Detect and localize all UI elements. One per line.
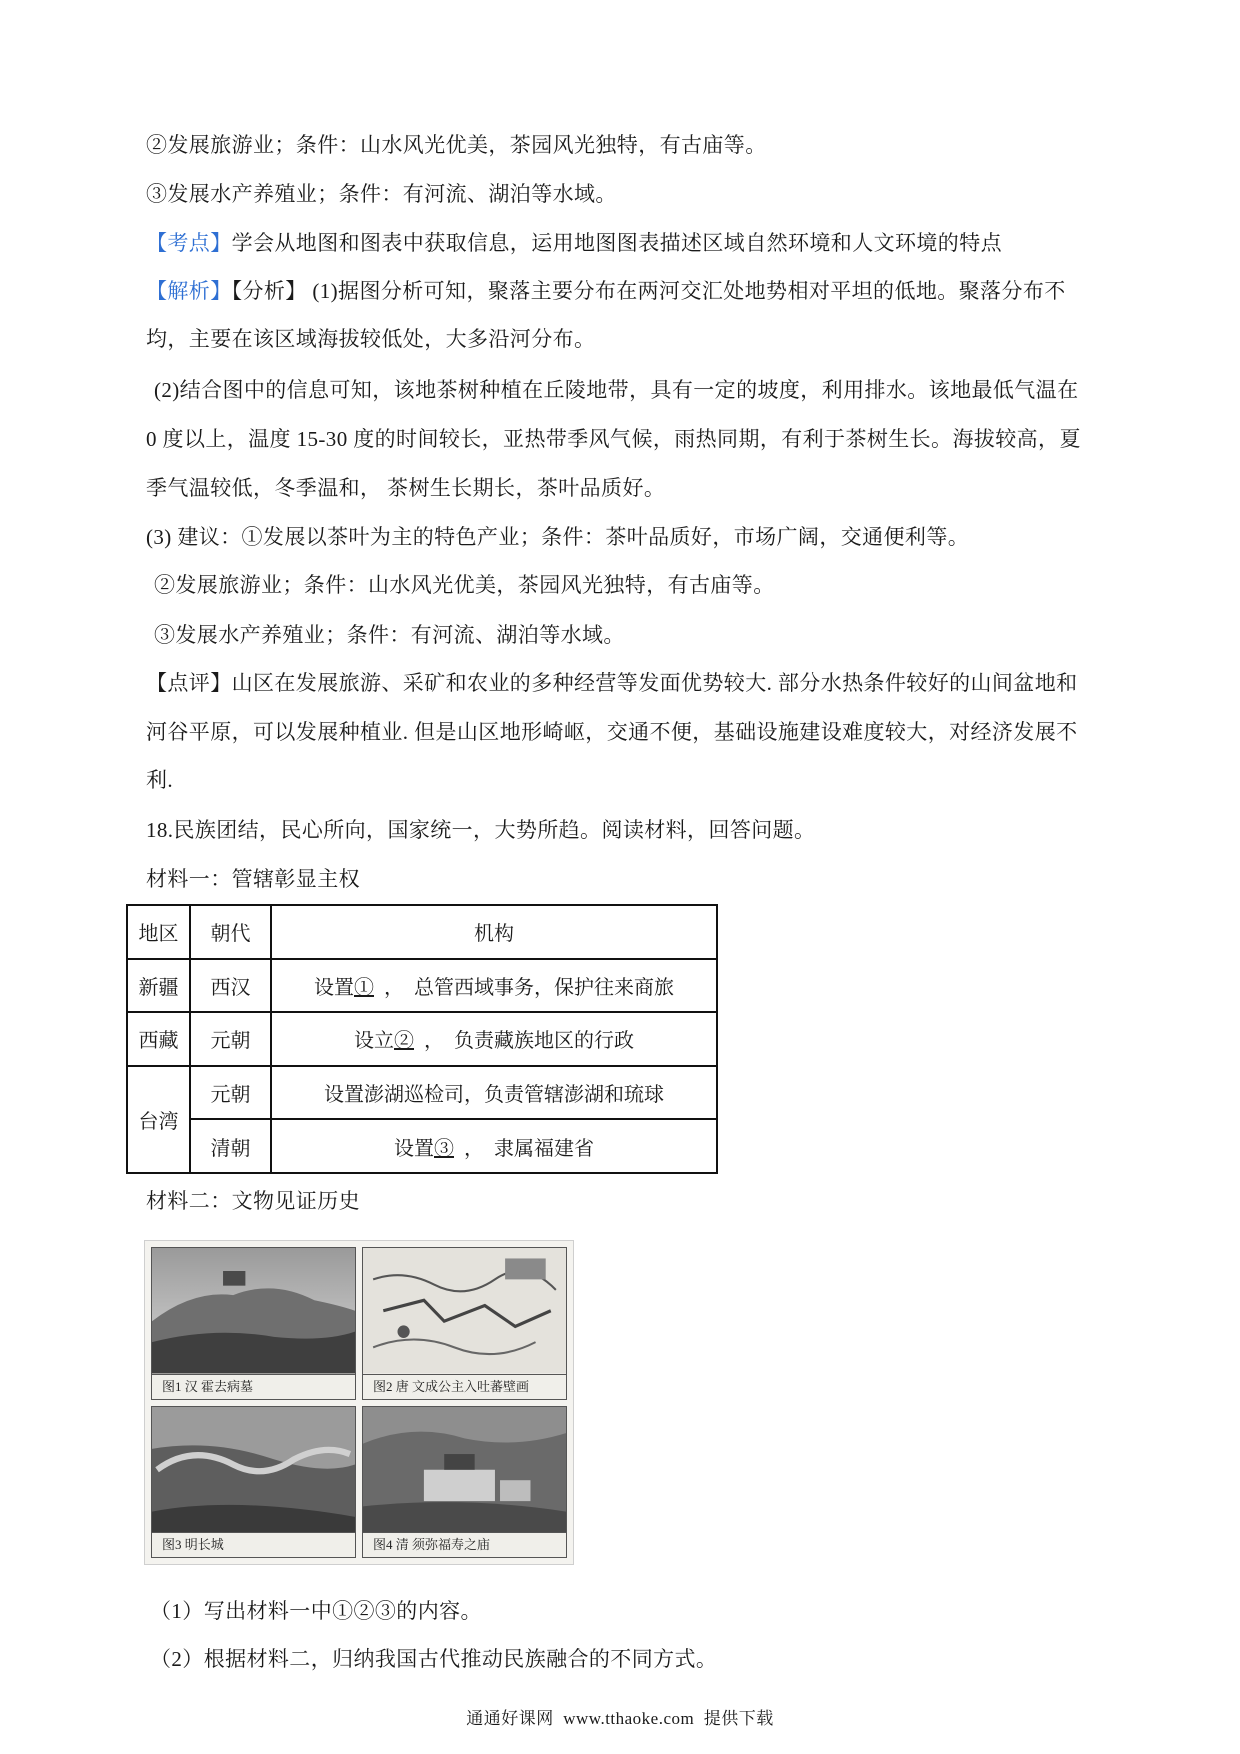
blank-marker: ①	[354, 976, 374, 999]
figure-3	[151, 1406, 356, 1559]
dianping-line: 【点评】山区在发展旅游、采矿和农业的多种经营等发面优势较大. 部分水热条件较好的山间盆地和	[146, 671, 1078, 695]
jurisdiction-table	[126, 904, 718, 1174]
dynasty-cell: 元朝	[190, 1066, 271, 1120]
region-cell: 新疆	[127, 959, 190, 1013]
jiexi-line: 0 度以上，温度 15-30 度的时间较长，亚热带季风气候，雨热同期，有利于茶树生长。海拔较高，夏	[146, 427, 1081, 451]
table-header: 朝代	[190, 905, 271, 959]
jiexi-line: (2)结合图中的信息可知，该地茶树种植在丘陵地带，具有一定的坡度，利用排水。该地最低气温在	[154, 378, 1079, 402]
table-row	[127, 1066, 717, 1120]
dynasty-cell: 西汉	[190, 959, 271, 1013]
jiexi-line: ③发展水产养殖业；条件：有河流、湖泊等水域。	[154, 623, 625, 647]
answer-item-2: ②发展旅游业；条件：山水风光优美，茶园风光独特，有古庙等。	[146, 133, 767, 157]
jiexi-line: 均，主要在该区域海拔较低处，大多沿河分布。	[146, 327, 596, 351]
jiexi-line-1	[146, 279, 1066, 303]
tomb-photo-icon	[151, 1247, 356, 1375]
jiexi-line: 季气温较低，冬季温和， 茶树生长期长，茶叶品质好。	[146, 476, 666, 500]
material-2-title: 材料二：文物见证历史	[146, 1189, 360, 1213]
figure-2	[362, 1247, 567, 1400]
institution-post: ， 负责藏族地区的行政	[414, 1030, 634, 1053]
mural-photo-icon	[362, 1247, 567, 1375]
institution-cell	[271, 1119, 717, 1173]
institution-cell	[271, 959, 717, 1013]
dynasty-cell: 清朝	[190, 1119, 271, 1173]
page-footer: 通通好课网 www.tthaoke.com 提供下载	[466, 1709, 774, 1728]
dianping-line: 河谷平原，可以发展种植业. 但是山区地形崎岖，交通不便，基础设施建设难度较大，对经济发展不	[146, 720, 1078, 744]
temple-photo-icon	[362, 1406, 567, 1534]
material-1-title: 材料一：管辖彰显主权	[146, 867, 360, 891]
figure-caption: 图4 清 须弥福寿之庙	[362, 1533, 567, 1558]
jiexi-line: ②发展旅游业；条件：山水风光优美，茶园风光独特，有古庙等。	[154, 573, 775, 597]
dianping-line: 利.	[146, 768, 174, 792]
question-18-stem: 18.民族团结，民心所向，国家统一，大势所趋。阅读材料，回答问题。	[146, 818, 816, 842]
jiexi-line: (3) 建议：①发展以茶叶为主的特色产业；条件：茶叶品质好，市场广阔，交通便利等。	[146, 525, 970, 549]
figure-caption: 图1 汉 霍去病墓	[151, 1375, 356, 1400]
table-row	[127, 1119, 717, 1173]
figure-caption: 图2 唐 文成公主入吐蕃壁画	[362, 1375, 567, 1400]
blank-marker: ③	[434, 1137, 454, 1160]
kaodian-line	[146, 231, 1002, 255]
figure-caption: 图3 明长城	[151, 1533, 356, 1558]
region-cell: 西藏	[127, 1012, 190, 1066]
dynasty-cell: 元朝	[190, 1012, 271, 1066]
question-18-sub-2: （2）根据材料二，归纳我国古代推动民族融合的不同方式。	[150, 1647, 718, 1671]
institution-post: ， 隶属福建省	[454, 1137, 594, 1160]
table-row	[127, 1012, 717, 1066]
figure-1	[151, 1247, 356, 1400]
question-18-sub-1: （1）写出材料一中①②③的内容。	[150, 1599, 482, 1623]
institution-cell: 设置澎湖巡检司，负责管辖澎湖和琉球	[271, 1066, 717, 1120]
table-header: 机构	[271, 905, 717, 959]
institution-post: ， 总管西域事务，保护往来商旅	[374, 976, 674, 999]
jiexi-first-line-text: 【分析】 (1)据图分析可知，聚落主要分布在两河交汇处地势相对平坦的低地。聚落分布不	[231, 279, 1066, 303]
institution-pre: 设置	[314, 976, 354, 999]
answer-item-3: ③发展水产养殖业；条件：有河流、湖泊等水域。	[146, 182, 617, 206]
table-header: 地区	[127, 905, 190, 959]
kaodian-text: 学会从地图和图表中获取信息，运用地图图表描述区域自然环境和人文环境的特点	[231, 231, 1003, 255]
institution-cell	[271, 1012, 717, 1066]
great-wall-photo-icon	[151, 1406, 356, 1534]
table-row	[127, 959, 717, 1013]
institution-pre: 设立	[354, 1030, 394, 1053]
region-cell: 台湾	[127, 1066, 190, 1173]
table-header-row	[127, 905, 717, 959]
jiexi-tag: 【解析】	[146, 279, 232, 303]
figure-4	[362, 1406, 567, 1559]
blank-marker: ②	[394, 1030, 414, 1053]
institution-pre: 设置	[394, 1137, 434, 1160]
artifact-photo-grid	[144, 1240, 574, 1565]
kaodian-tag: 【考点】	[146, 231, 232, 255]
